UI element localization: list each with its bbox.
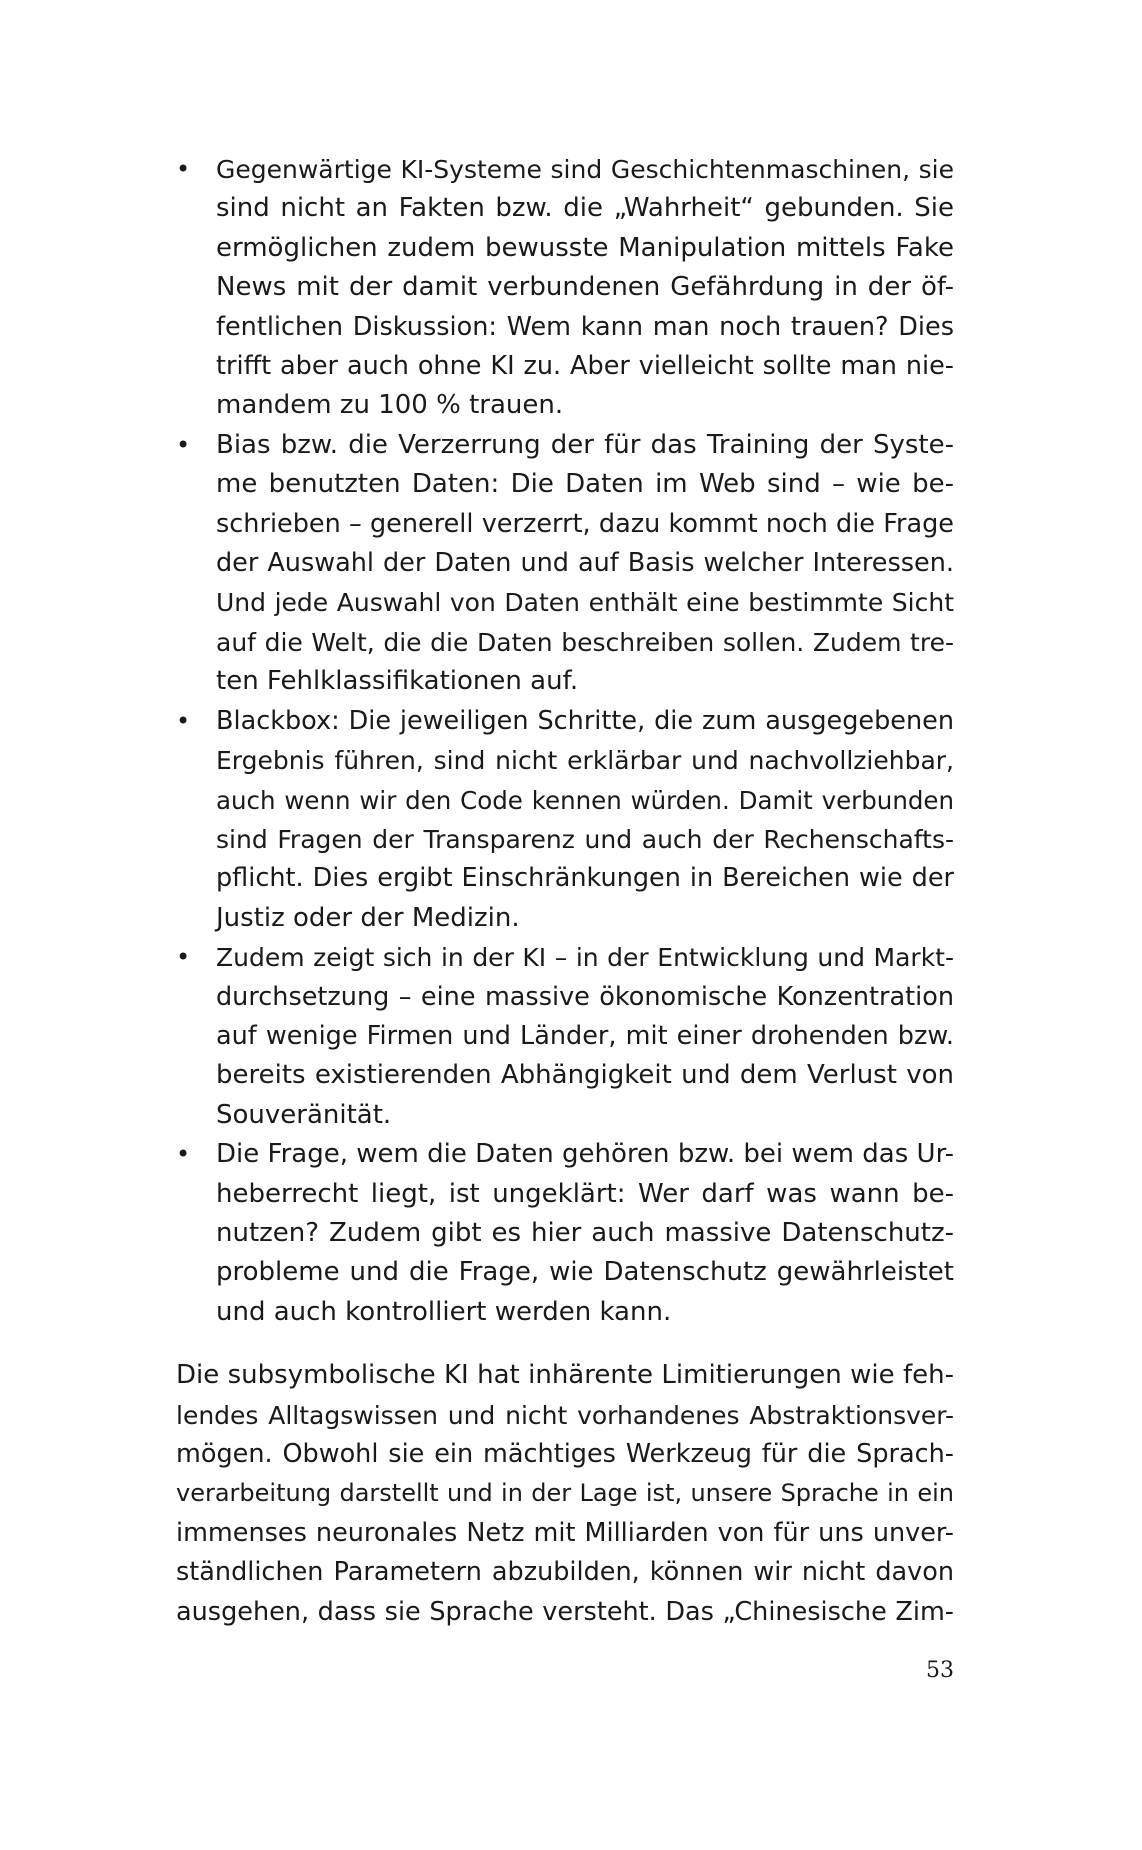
body-paragraph (176, 1356, 954, 1632)
text-line: Ergebnis führen, sind nicht erklärbar und nachvollziehbar, (216, 746, 954, 776)
bullet-marker: • (176, 1140, 191, 1169)
text-line: Die Frage, wem die Daten gehören bzw. bei wem das Ur- (216, 1139, 954, 1170)
bullet-marker: • (176, 943, 191, 972)
text-line: bereits existierenden Abhängigkeit und dem Verlust von (216, 1060, 954, 1091)
text-line: ständlichen Parametern abzubilden, können wir nicht davon (176, 1557, 954, 1588)
text-line: ausgehen, dass sie Sprache versteht. Das „Chinesische Zim- (176, 1596, 954, 1627)
bullet-item (176, 1135, 954, 1332)
text-line: Justiz oder der Medizin. (216, 902, 520, 933)
bullet-item (176, 938, 954, 1135)
text-line: Souveränität. (216, 1099, 392, 1130)
text-line: trifft aber auch ohne KI zu. Aber vielleicht sollte man nie- (216, 351, 954, 382)
text-line: Zudem zeigt sich in der KI – in der Entwicklung und Markt- (216, 943, 954, 973)
text-line: Die subsymbolische KI hat inhärente Limitierungen wie feh- (176, 1360, 954, 1391)
bullet-marker: • (176, 706, 191, 735)
text-line: sind Fragen der Transparenz und auch der Rechenschafts- (216, 824, 954, 854)
text-line: me benutzten Daten: Die Daten im Web sind – wie be- (216, 469, 954, 500)
bullet-item (176, 150, 954, 426)
bullet-list (176, 150, 954, 1332)
text-line: pflicht. Dies ergibt Einschränkungen in Bereichen wie der (216, 863, 954, 894)
bullet-item (176, 702, 954, 938)
text-line: ten Fehlklassifikationen auf. (216, 666, 579, 697)
text-line: auf wenige Firmen und Länder, mit einer drohenden bzw. (216, 1020, 954, 1051)
text-line: ermöglichen zudem bewusste Manipulation mittels Fake (216, 232, 954, 263)
text-line: Bias bzw. die Verzerrung der für das Training der Syste- (216, 429, 954, 460)
text-line: lendes Alltagswissen und nicht vorhandenes Abstraktionsver- (176, 1400, 954, 1430)
bullet-marker: • (176, 155, 191, 183)
text-line: immenses neuronales Netz mit Milliarden von für uns unver- (176, 1517, 954, 1548)
text-line: nutzen? Zudem gibt es hier auch massive Datenschutz- (216, 1217, 954, 1248)
text-line: auch wenn wir den Code kennen würden. Damit verbunden (216, 785, 954, 815)
text-line: mögen. Obwohl sie ein mächtiges Werkzeug für die Sprach- (176, 1439, 954, 1469)
page-body (176, 150, 954, 1632)
bullet-marker: • (176, 430, 191, 459)
text-line: Und jede Auswahl von Daten enthält eine bestimmte Sicht (216, 588, 954, 618)
page-number: 53 (926, 1658, 954, 1683)
bullet-item (176, 426, 954, 702)
text-line: fentlichen Diskussion: Wem kann man noch trauen? Dies (216, 311, 954, 342)
text-line: mandem zu 100 % trauen. (216, 390, 564, 421)
text-line: Blackbox: Die jeweiligen Schritte, die zum ausgegebenen (216, 705, 954, 736)
text-line: auf die Welt, die die Daten beschreiben sollen. Zudem tre- (216, 627, 954, 657)
text-line: schrieben – generell verzerrt, dazu kommt noch die Frage (216, 508, 954, 539)
text-line: probleme und die Frage, wie Datenschutz gewährleistet (216, 1257, 954, 1288)
text-line: heberrecht liegt, ist ungeklärt: Wer darf was wann be- (216, 1178, 954, 1209)
text-line: und auch kontrolliert werden kann. (216, 1296, 672, 1327)
text-line: verarbeitung darstellt und in der Lage ist, unsere Sprache in ein (176, 1479, 954, 1508)
text-line: durchsetzung – eine massive ökonomische Konzentration (216, 981, 954, 1012)
text-line: Gegenwärtige KI-Systeme sind Geschichtenmaschinen, sie (216, 155, 954, 184)
text-line: News mit der damit verbundenen Gefährdung in der öf- (216, 272, 954, 303)
text-line: sind nicht an Fakten bzw. die „Wahrheit“ gebunden. Sie (216, 193, 954, 224)
text-line: der Auswahl der Daten und auf Basis welcher Interessen. (216, 548, 954, 579)
